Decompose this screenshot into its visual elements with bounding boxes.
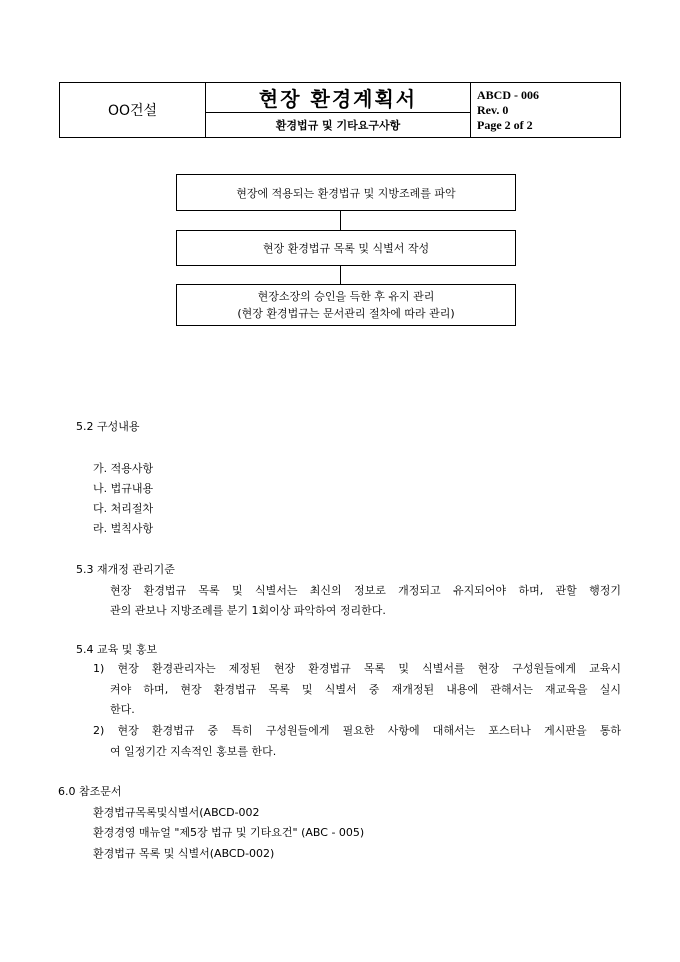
flow-connector-2 — [340, 266, 341, 284]
flow-step-2: 현장 환경법규 목록 및 식별서 작성 — [176, 230, 516, 266]
flow-step-3-line1: 현장소장의 승인을 득한 후 유지 관리 — [257, 290, 435, 303]
document-info — [471, 83, 621, 138]
s52-item-3: 다. 처리절차 — [93, 502, 154, 515]
section-5-2-heading: 5.2 구성내용 — [76, 420, 140, 433]
reference-1: 환경법규목록및식별서(ABCD-002 — [93, 806, 260, 819]
s53-line-2: 관의 관보나 지방조례를 분기 1회이상 파악하여 정리한다. — [110, 604, 386, 617]
document-subtitle: 환경법규 및 기타요구사항 — [206, 113, 471, 138]
document-title: 현장 환경계획서 — [206, 83, 471, 113]
section-5-3-heading: 5.3 재개정 관리기준 — [76, 563, 175, 576]
s53-line-1: 현장 환경법규 목록 및 식별서는 최신의 정보로 개정되고 유지되어야 하며, 관할 행정기 — [110, 584, 621, 597]
document-header-table — [59, 82, 621, 138]
s52-item-2: 나. 법규내용 — [93, 482, 154, 495]
company-name: OO건설 — [60, 83, 206, 138]
flow-step-3-line2: (현장 환경법규는 문서관리 절차에 따라 관리) — [237, 307, 455, 320]
s52-item-1: 가. 적용사항 — [93, 462, 154, 475]
flow-step-1: 현장에 적용되는 환경법규 및 지방조례를 파악 — [176, 174, 516, 211]
reference-2: 환경경영 매뉴얼 "제5장 법규 및 기타요건" (ABC - 005) — [93, 826, 365, 839]
reference-3: 환경법규 목록 및 식별서(ABCD-002) — [93, 847, 275, 860]
s54-item1-line-3: 한다. — [110, 703, 135, 716]
s54-item1-line-1: 1) 현장 환경관리자는 제정된 현장 환경법규 목록 및 식별서를 현장 구성원들에게 교육시 — [93, 662, 621, 675]
flow-step-3 — [176, 284, 516, 326]
page-number: Page 2 of 2 — [477, 117, 533, 132]
doc-number: ABCD - 006 — [477, 87, 539, 102]
flow-connector-1 — [340, 211, 341, 230]
section-6-0-heading: 6.0 참조문서 — [58, 785, 122, 798]
s54-item2-line-2: 여 일정기간 지속적인 홍보를 한다. — [110, 745, 277, 758]
s52-item-4: 라. 벌칙사항 — [93, 522, 154, 535]
s54-item2-line-1: 2) 현장 환경법규 중 특히 구성원들에게 필요한 사항에 대해서는 포스터나 게시판을 통하 — [93, 724, 621, 737]
s54-item1-line-2: 켜야 하며, 현장 환경법규 목록 및 식별서 중 재개정된 내용에 관해서는 재교육을 실시 — [110, 683, 621, 696]
revision: Rev. 0 — [477, 102, 509, 117]
section-5-4-heading: 5.4 교육 및 홍보 — [76, 643, 158, 656]
